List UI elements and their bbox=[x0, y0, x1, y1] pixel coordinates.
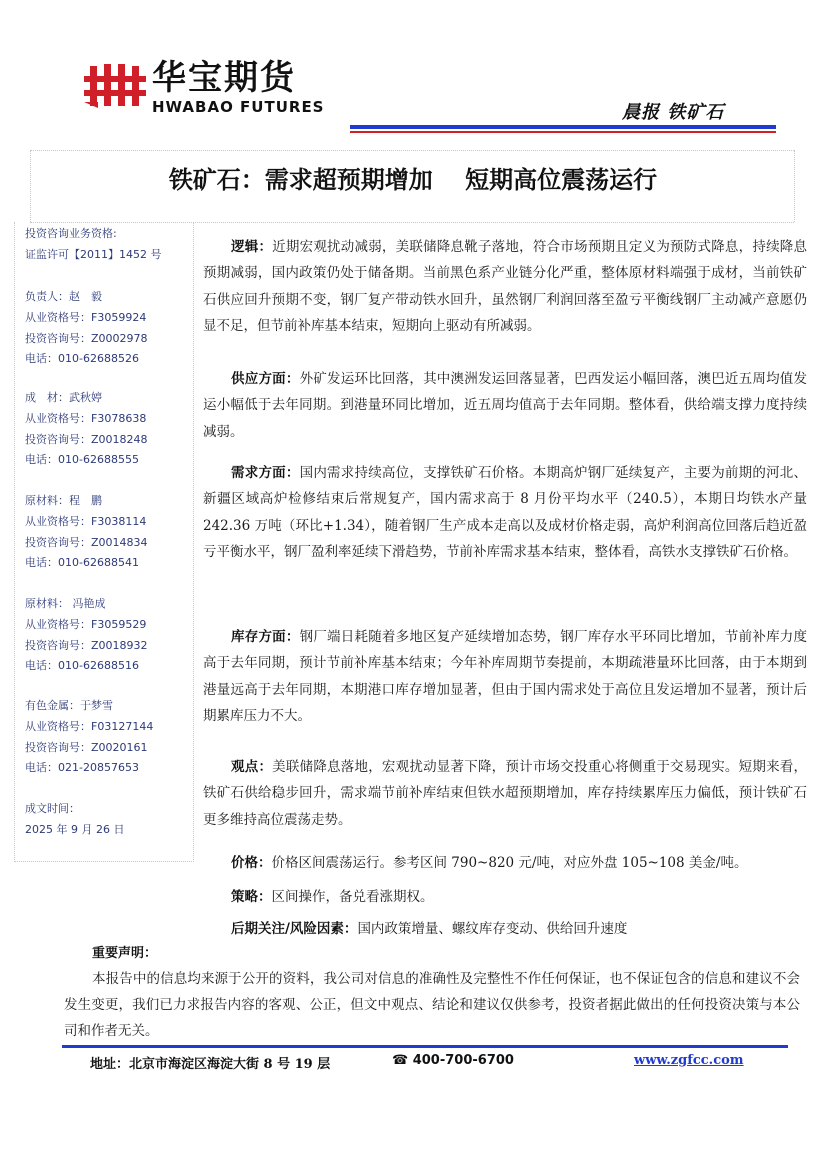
risk-label: 后期关注/风险因素： bbox=[231, 921, 358, 937]
qualification-block bbox=[25, 224, 161, 266]
contact-role: 负责人：赵 毅 bbox=[25, 290, 102, 303]
report-type-label: 晨报 铁矿石 bbox=[622, 102, 725, 123]
disclaimer-text: 本报告中的信息均来源于公开的资料，我公司对信息的准确性及完整性不作任何保证，也不保证包含的信息和建议不会发生变更，我们已力求报告内容的客观、公正，但文中观点、结论和建议仅供参考，投资者据此做出的任何投资决策与本公司和作者无关。 bbox=[64, 971, 800, 1039]
footer-rule-blue bbox=[62, 1045, 788, 1048]
demand-paragraph bbox=[203, 460, 807, 566]
inventory-label: 库存方面： bbox=[231, 629, 300, 645]
logic-text: 近期宏观扰动减弱，美联储降息靴子落地，符合市场预期且定义为预防式降息，持续降息预期减弱，国内政策仍处于储备期。当前黑色系产业链分化严重，整体原材料端强于成材，当前铁矿石供应回升预期不变，钢厂复产带动铁水回升，虽然钢厂利润回落至盈亏平衡线钢厂主动减产意愿仍显不足，但节前补库基本结束，短期向上驱动有所减弱。 bbox=[203, 239, 808, 335]
contact-phone: 电话：010-62688526 bbox=[25, 352, 139, 366]
contact-practice-id: 从业资格号：F3038114 bbox=[25, 514, 147, 528]
strategy-text: 区间操作，备兑看涨期权。 bbox=[271, 889, 434, 905]
footer-phone: ☎ 400-700-6700 bbox=[392, 1053, 514, 1068]
contact-card bbox=[25, 388, 148, 471]
disclaimer-title: 重要声明： bbox=[92, 946, 158, 961]
contact-card bbox=[25, 287, 148, 370]
contact-card bbox=[25, 491, 148, 574]
publish-time-value: 2025 年 9 月 26 日 bbox=[25, 822, 125, 836]
view-text: 美联储降息落地，宏观扰动显著下降，预计市场交投重心将侧重于交易现实。短期来看，铁矿石供给稳步回升，需求端节前补库结束但铁水超预期增加，库存持续累库压力偏低，预计铁矿石更多维持高位震荡走势。 bbox=[203, 759, 808, 828]
contact-role: 有色金属：于梦雪 bbox=[25, 699, 113, 712]
qualification-label: 投资咨询业务资格: bbox=[25, 227, 117, 240]
contact-phone: 电话：021-20857653 bbox=[25, 761, 139, 775]
demand-text: 国内需求持续高位，支撑铁矿石价格。本期高炉钢厂延续复产，主要为前期的河北、新疆区域高炉检修结束后常规复产，国内需求高于 8 月份平均水平（240.5），本期日均铁水产量 242.36 万吨（环比+1.34），随着钢厂生产成本走高以及成材价格走弱，高炉利润高位回落后趋近盈亏平衡水平，钢厂盈利率延续下滑趋势，节前补库需求基本结束，整体看，高铁水支撑铁矿石价格。 bbox=[203, 465, 808, 561]
footer-address: 地址：北京市海淀区海淀大街 8 号 19 层 bbox=[90, 1057, 331, 1072]
risk-paragraph bbox=[203, 916, 807, 942]
demand-label: 需求方面： bbox=[231, 465, 300, 481]
contact-practice-id: 从业资格号：F03127144 bbox=[25, 719, 154, 733]
company-logo-icon bbox=[84, 62, 146, 108]
contact-role: 成 材：武秋婷 bbox=[25, 391, 102, 404]
logo-english-name: HWABAO FUTURES bbox=[152, 98, 325, 116]
contact-phone: 电话：010-62688541 bbox=[25, 556, 139, 570]
contact-role: 原材料： 冯艳成 bbox=[25, 597, 106, 610]
contact-consult-id: 投资咨询号：Z0020161 bbox=[25, 740, 148, 754]
publish-time-block bbox=[25, 799, 124, 841]
view-paragraph bbox=[203, 754, 807, 833]
contact-role: 原材料：程 鹏 bbox=[25, 494, 102, 507]
contact-card bbox=[25, 696, 153, 779]
contact-phone: 电话：010-62688516 bbox=[25, 659, 139, 673]
strategy-paragraph bbox=[203, 884, 807, 910]
contact-practice-id: 从业资格号：F3078638 bbox=[25, 411, 147, 425]
contact-practice-id: 从业资格号：F3059924 bbox=[25, 310, 147, 324]
inventory-text: 钢厂端日耗随着多地区复产延续增加态势，钢厂库存水平环同比增加，节前补库力度高于去年同期，预计节前补库基本结束；今年补库周期节奏提前，本期疏港量环比回落，由于本期到港量远高于去年同期，本期港口库存增加显著，但由于国内需求处于高位且发运增加不显著，预计后期累库压力不大。 bbox=[203, 629, 808, 725]
qualification-value: 证监许可【2011】1452 号 bbox=[25, 247, 162, 261]
contact-practice-id: 从业资格号：F3059529 bbox=[25, 617, 147, 631]
supply-paragraph bbox=[203, 366, 807, 445]
price-label: 价格： bbox=[231, 855, 272, 871]
title-frame-top bbox=[30, 150, 794, 151]
contact-consult-id: 投资咨询号：Z0014834 bbox=[25, 535, 148, 549]
logic-label: 逻辑： bbox=[231, 239, 273, 255]
view-label: 观点： bbox=[231, 759, 273, 775]
publish-time-label: 成文时间： bbox=[25, 802, 80, 815]
price-text: 价格区间震荡运行。参考区间 790~820 元/吨，对应外盘 105~108 美金/吨。 bbox=[271, 855, 748, 871]
price-paragraph bbox=[203, 850, 807, 876]
analyst-sidebar bbox=[14, 222, 194, 862]
report-title: 铁矿石：需求超预期增加 短期高位震荡运行 bbox=[168, 165, 658, 194]
contact-consult-id: 投资咨询号：Z0018248 bbox=[25, 432, 148, 446]
risk-text: 国内政策增量、螺纹库存变动、供给回升速度 bbox=[357, 921, 628, 937]
header-rule-blue bbox=[350, 125, 776, 129]
supply-text: 外矿发运环比回落，其中澳洲发运回落显著，巴西发运小幅回落，澳巴近五周均值发运小幅低于去年同期。到港量环同比增加，近五周均值高于去年同期。整体看，供给端支撑力度持续减弱。 bbox=[203, 371, 808, 440]
logo-chinese-name: 华宝期货 bbox=[152, 58, 296, 98]
contact-consult-id: 投资咨询号：Z0002978 bbox=[25, 331, 148, 345]
contact-card bbox=[25, 594, 148, 677]
logic-paragraph bbox=[203, 234, 807, 340]
contact-phone: 电话：010-62688555 bbox=[25, 453, 139, 467]
contact-consult-id: 投资咨询号：Z0018932 bbox=[25, 638, 148, 652]
inventory-paragraph bbox=[203, 624, 807, 730]
footer-website-link[interactable]: www.zgfcc.com bbox=[634, 1053, 744, 1068]
header-rule-red bbox=[350, 131, 776, 133]
supply-label: 供应方面： bbox=[231, 371, 300, 387]
strategy-label: 策略： bbox=[231, 889, 272, 905]
